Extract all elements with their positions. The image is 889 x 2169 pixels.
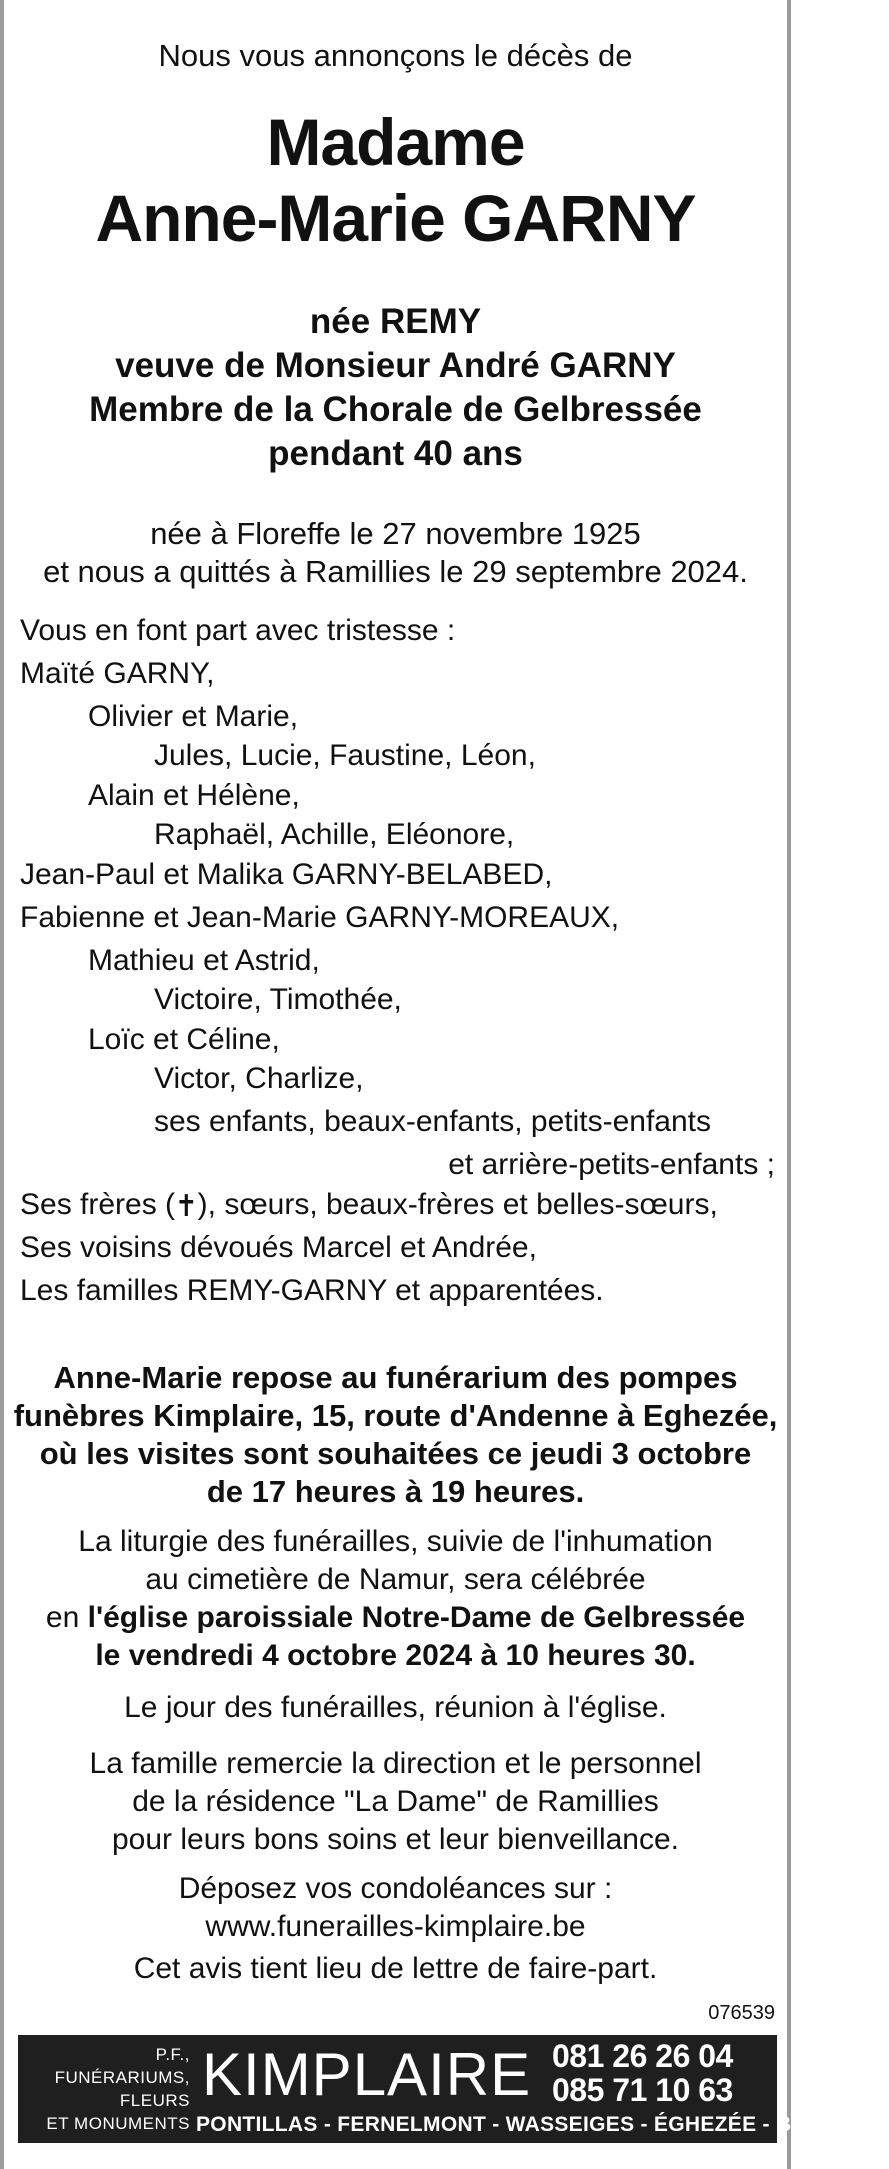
date-line: née à Floreffe le 27 novembre 1925 [150, 516, 641, 551]
family-line: Victor, Charlize, [154, 1062, 364, 1095]
brand-name: KIMPLAIRE [202, 2041, 532, 2108]
town-list: PONTILLAS - FERNELMONT - WASSEIGES - ÉGHEZÉE - BURDINNE [196, 2113, 889, 2136]
family-line: Alain et Hélène, [88, 779, 300, 812]
family-line: ses enfants, beaux-enfants, petits-enfants [154, 1105, 712, 1138]
family-line: Fabienne et Jean-Marie GARNY-MOREAUX, [20, 901, 620, 934]
deceased-name [4, 104, 787, 256]
thanks-line: de la résidence "La Dame" de Ramillies [132, 1785, 659, 1818]
funeral-info [4, 1523, 787, 1675]
visitation-line: Anne-Marie repose au funérarium des pompes [53, 1360, 738, 1395]
title-line: Madame [266, 105, 525, 179]
family-line: Mathieu et Astrid, [88, 944, 320, 977]
phone-number: 081 26 26 04 [552, 2038, 733, 2074]
family-line: Jules, Lucie, Faustine, Léon, [154, 739, 536, 772]
family-line: Olivier et Marie, [88, 700, 299, 733]
family-line [20, 1183, 777, 1226]
family-line: Ses voisins dévoués Marcel et Andrée, [20, 1231, 537, 1264]
family-line: et arrière-petits-enfants ; [448, 1148, 775, 1181]
funeral-home-banner [18, 2035, 889, 2143]
funeral-date: le vendredi 4 octobre 2024 à 10 heures 30. [95, 1639, 696, 1672]
reunion-text: Le jour des funérailles, réunion à l'église. [124, 1691, 667, 1724]
family-line: Raphaël, Achille, Eléonore, [154, 818, 515, 851]
subtitle [4, 300, 787, 476]
subtitle-line: Membre de la Chorale de Gelbressée [89, 390, 702, 429]
family-line: Jean-Paul et Malika GARNY-BELABED, [20, 858, 553, 891]
service-line: FLEURS [119, 2091, 190, 2110]
family-line: Loïc et Céline, [88, 1023, 280, 1056]
condolences [4, 1870, 787, 1946]
date-line: et nous a quittés à Ramillies le 29 septembre 2024. [43, 554, 748, 589]
visitation-line: où les visites sont souhaitées ce jeudi 3 octobre [39, 1436, 752, 1471]
family-intro: Vous en font part avec tristesse : [20, 614, 456, 647]
thanks-line: La famille remercie la direction et le personnel [89, 1747, 702, 1780]
subtitle-line: née REMY [309, 302, 482, 341]
family-line: Les familles REMY-GARNY et apparentées. [20, 1274, 604, 1307]
family-line: Maïté GARNY, [20, 657, 215, 690]
visitation-line: de 17 heures à 19 heures. [206, 1474, 585, 1509]
family-text: Ses frères ( [20, 1188, 176, 1221]
visitation-line: funèbres Kimplaire, 15, route d'Andenne à Eghezée, [13, 1398, 778, 1433]
funeral-line [4, 1599, 787, 1637]
condolences-link[interactable]: www.funerailles-kimplaire.be [205, 1910, 586, 1943]
family-list [20, 609, 777, 1312]
phone-number: 085 71 10 63 [552, 2072, 733, 2108]
thanks-text [4, 1745, 787, 1859]
visitation-info [4, 1359, 787, 1511]
subtitle-line: veuve de Monsieur André GARNY [115, 346, 676, 385]
subtitle-line: pendant 40 ans [268, 434, 523, 473]
funeral-text: en [45, 1601, 88, 1634]
church-name: l'église paroissiale Notre-Dame de Gelbressée [87, 1601, 746, 1634]
notice-text: Cet avis tient lieu de lettre de faire-part. [133, 1952, 658, 1985]
service-line: P.F., [155, 2045, 190, 2064]
funeral-line: au cimetière de Namur, sera célébrée [145, 1563, 646, 1596]
services-list [24, 2043, 190, 2135]
condolences-label: Déposez vos condoléances sur : [178, 1872, 613, 1905]
birth-death-dates [4, 515, 787, 591]
cross-icon: ✝ [175, 1190, 198, 1223]
title-line: Anne-Marie GARNY [95, 181, 696, 255]
family-text: ), sœurs, beaux-frères et belles-sœurs, [197, 1188, 718, 1221]
phone-numbers [552, 2039, 733, 2107]
intro-text: Nous vous annonçons le décès de [158, 38, 633, 73]
funeral-line: La liturgie des funérailles, suivie de l'inhumation [78, 1525, 713, 1558]
family-line: Victoire, Timothée, [154, 983, 402, 1016]
service-line: FUNÉRARIUMS, [54, 2068, 190, 2087]
reference-number: 076539 [708, 2002, 775, 2024]
thanks-line: pour leurs bons soins et leur bienveillance. [112, 1823, 679, 1856]
service-line: ET MONUMENTS [46, 2114, 190, 2133]
